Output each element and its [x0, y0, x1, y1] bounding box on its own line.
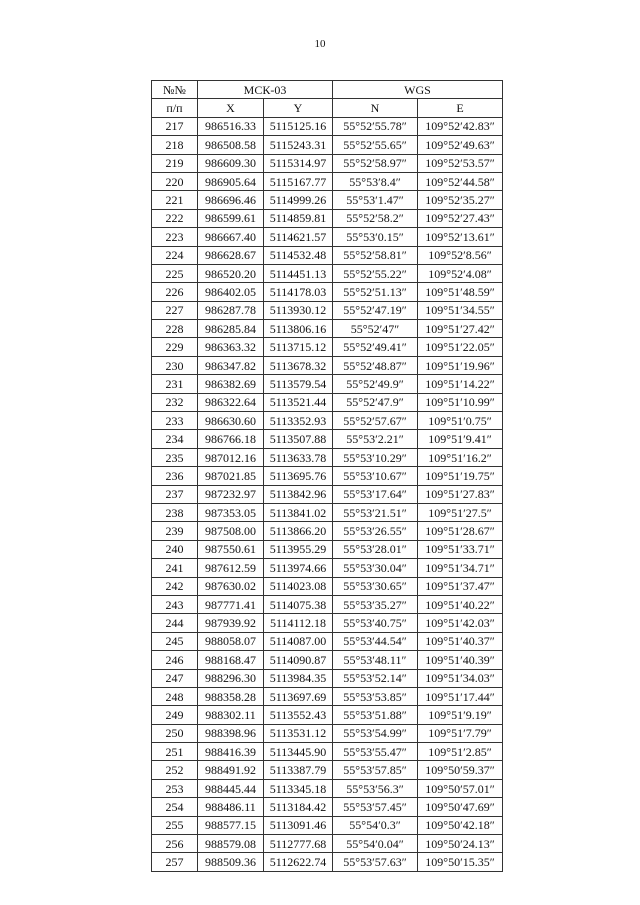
cell-n: 55°53′21.51″ — [333, 503, 418, 521]
table-row — [152, 264, 503, 282]
cell-x: 986599.61 — [198, 209, 264, 227]
table-row — [152, 724, 503, 742]
cell-e: 109°51′22.05″ — [418, 338, 503, 356]
cell-y: 5112777.68 — [264, 835, 333, 853]
cell-x: 986287.78 — [198, 301, 264, 319]
cell-x: 986766.18 — [198, 430, 264, 448]
cell-y: 5113633.78 — [264, 448, 333, 466]
cell-n: 55°53′57.45″ — [333, 798, 418, 816]
table-row — [152, 191, 503, 209]
cell-number: 252 — [152, 761, 198, 779]
cell-e: 109°50′42.18″ — [418, 816, 503, 834]
cell-e: 109°50′57.01″ — [418, 779, 503, 797]
cell-y: 5113345.18 — [264, 779, 333, 797]
cell-number: 237 — [152, 485, 198, 503]
cell-e: 109°50′47.69″ — [418, 798, 503, 816]
table-row — [152, 522, 503, 540]
cell-x: 986402.05 — [198, 283, 264, 301]
table-row — [152, 559, 503, 577]
cell-x: 987508.00 — [198, 522, 264, 540]
cell-e: 109°51′7.79″ — [418, 724, 503, 742]
table-row — [152, 614, 503, 632]
cell-n: 55°53′10.67″ — [333, 467, 418, 485]
cell-y: 5113552.43 — [264, 706, 333, 724]
cell-x: 988358.28 — [198, 687, 264, 705]
cell-n: 55°54′0.3″ — [333, 816, 418, 834]
cell-n: 55°53′57.85″ — [333, 761, 418, 779]
cell-n: 55°52′47.19″ — [333, 301, 418, 319]
cell-x: 987232.97 — [198, 485, 264, 503]
header-n: N — [333, 99, 418, 117]
cell-number: 242 — [152, 577, 198, 595]
cell-n: 55°52′58.81″ — [333, 246, 418, 264]
cell-n: 55°53′40.75″ — [333, 614, 418, 632]
cell-e: 109°51′42.03″ — [418, 614, 503, 632]
cell-y: 5113955.29 — [264, 540, 333, 558]
cell-e: 109°51′34.71″ — [418, 559, 503, 577]
cell-y: 5114087.00 — [264, 632, 333, 650]
cell-number: 232 — [152, 393, 198, 411]
table-row — [152, 651, 503, 669]
table-body — [152, 117, 503, 871]
cell-y: 5114023.08 — [264, 577, 333, 595]
cell-y: 5115314.97 — [264, 154, 333, 172]
cell-number: 225 — [152, 264, 198, 282]
header-row-bottom — [152, 99, 503, 117]
cell-number: 244 — [152, 614, 198, 632]
cell-n: 55°52′57.67″ — [333, 412, 418, 430]
cell-n: 55°53′17.64″ — [333, 485, 418, 503]
cell-number: 249 — [152, 706, 198, 724]
cell-y: 5112622.74 — [264, 853, 333, 871]
cell-y: 5113531.12 — [264, 724, 333, 742]
cell-x: 986347.82 — [198, 356, 264, 374]
cell-e: 109°51′40.39″ — [418, 651, 503, 669]
cell-x: 986628.67 — [198, 246, 264, 264]
cell-x: 988509.36 — [198, 853, 264, 871]
table-row — [152, 356, 503, 374]
cell-e: 109°51′19.96″ — [418, 356, 503, 374]
header-wgs-group: WGS — [333, 81, 503, 99]
cell-n: 55°52′49.9″ — [333, 375, 418, 393]
cell-y: 5114090.87 — [264, 651, 333, 669]
header-number: №№ — [152, 81, 198, 99]
table-row — [152, 412, 503, 430]
cell-e: 109°50′15.35″ — [418, 853, 503, 871]
cell-n: 55°52′49.41″ — [333, 338, 418, 356]
cell-number: 226 — [152, 283, 198, 301]
cell-y: 5113507.88 — [264, 430, 333, 448]
cell-e: 109°51′9.41″ — [418, 430, 503, 448]
header-y: Y — [264, 99, 333, 117]
cell-n: 55°53′30.04″ — [333, 559, 418, 577]
cell-n: 55°52′58.97″ — [333, 154, 418, 172]
cell-n: 55°52′58.2″ — [333, 209, 418, 227]
cell-number: 233 — [152, 412, 198, 430]
cell-e: 109°52′53.57″ — [418, 154, 503, 172]
cell-number: 247 — [152, 669, 198, 687]
cell-n: 55°53′56.3″ — [333, 779, 418, 797]
cell-n: 55°52′55.22″ — [333, 264, 418, 282]
page-number: 10 — [314, 38, 326, 50]
cell-y: 5113579.54 — [264, 375, 333, 393]
cell-n: 55°53′48.11″ — [333, 651, 418, 669]
cell-x: 986905.64 — [198, 172, 264, 190]
table-row — [152, 283, 503, 301]
cell-x: 987771.41 — [198, 595, 264, 613]
table-row — [152, 485, 503, 503]
cell-e: 109°51′40.22″ — [418, 595, 503, 613]
cell-y: 5114859.81 — [264, 209, 333, 227]
cell-n: 55°53′35.27″ — [333, 595, 418, 613]
cell-e: 109°51′27.42″ — [418, 320, 503, 338]
cell-x: 988302.11 — [198, 706, 264, 724]
cell-y: 5113521.44 — [264, 393, 333, 411]
cell-n: 55°54′0.04″ — [333, 835, 418, 853]
cell-y: 5114999.26 — [264, 191, 333, 209]
cell-n: 55°53′28.01″ — [333, 540, 418, 558]
cell-number: 248 — [152, 687, 198, 705]
cell-n: 55°53′52.14″ — [333, 669, 418, 687]
cell-number: 245 — [152, 632, 198, 650]
cell-x: 986609.30 — [198, 154, 264, 172]
cell-number: 255 — [152, 816, 198, 834]
cell-number: 229 — [152, 338, 198, 356]
cell-number: 238 — [152, 503, 198, 521]
cell-x: 986667.40 — [198, 228, 264, 246]
cell-x: 988445.44 — [198, 779, 264, 797]
cell-number: 224 — [152, 246, 198, 264]
cell-y: 5113387.79 — [264, 761, 333, 779]
table-row — [152, 430, 503, 448]
coordinates-table — [151, 80, 503, 872]
cell-n: 55°53′8.4″ — [333, 172, 418, 190]
cell-x: 987612.59 — [198, 559, 264, 577]
table-row — [152, 687, 503, 705]
cell-y: 5115243.31 — [264, 136, 333, 154]
table-row — [152, 743, 503, 761]
cell-number: 254 — [152, 798, 198, 816]
cell-e: 109°51′27.5″ — [418, 503, 503, 521]
cell-y: 5113841.02 — [264, 503, 333, 521]
table-row — [152, 467, 503, 485]
table-row — [152, 448, 503, 466]
cell-x: 986508.58 — [198, 136, 264, 154]
cell-y: 5113842.96 — [264, 485, 333, 503]
cell-y: 5114532.48 — [264, 246, 333, 264]
cell-x: 986520.20 — [198, 264, 264, 282]
cell-n: 55°53′53.85″ — [333, 687, 418, 705]
table-row — [152, 835, 503, 853]
cell-e: 109°51′37.47″ — [418, 577, 503, 595]
cell-x: 987012.16 — [198, 448, 264, 466]
cell-number: 246 — [152, 651, 198, 669]
cell-x: 988486.11 — [198, 798, 264, 816]
cell-e: 109°51′28.67″ — [418, 522, 503, 540]
table-row — [152, 393, 503, 411]
cell-e: 109°51′9.19″ — [418, 706, 503, 724]
cell-e: 109°52′49.63″ — [418, 136, 503, 154]
cell-x: 988579.08 — [198, 835, 264, 853]
cell-e: 109°52′8.56″ — [418, 246, 503, 264]
cell-number: 256 — [152, 835, 198, 853]
table-row — [152, 779, 503, 797]
cell-number: 240 — [152, 540, 198, 558]
cell-n: 55°53′1.47″ — [333, 191, 418, 209]
cell-y: 5113930.12 — [264, 301, 333, 319]
cell-e: 109°52′44.58″ — [418, 172, 503, 190]
cell-x: 988416.39 — [198, 743, 264, 761]
header-index: п/п — [152, 99, 198, 117]
header-row-top — [152, 81, 503, 99]
cell-e: 109°50′24.13″ — [418, 835, 503, 853]
cell-y: 5113184.42 — [264, 798, 333, 816]
table-row — [152, 246, 503, 264]
cell-e: 109°51′14.22″ — [418, 375, 503, 393]
cell-e: 109°50′59.37″ — [418, 761, 503, 779]
cell-e: 109°51′17.44″ — [418, 687, 503, 705]
cell-number: 234 — [152, 430, 198, 448]
cell-n: 55°53′51.88″ — [333, 706, 418, 724]
cell-y: 5113697.69 — [264, 687, 333, 705]
cell-e: 109°51′10.99″ — [418, 393, 503, 411]
cell-y: 5114178.03 — [264, 283, 333, 301]
table-row — [152, 228, 503, 246]
cell-n: 55°52′55.78″ — [333, 117, 418, 135]
table-row — [152, 172, 503, 190]
cell-y: 5113352.93 — [264, 412, 333, 430]
cell-y: 5114075.38 — [264, 595, 333, 613]
cell-n: 55°53′2.21″ — [333, 430, 418, 448]
table-row — [152, 209, 503, 227]
cell-number: 235 — [152, 448, 198, 466]
cell-number: 222 — [152, 209, 198, 227]
cell-number: 243 — [152, 595, 198, 613]
table-row — [152, 595, 503, 613]
cell-n: 55°53′54.99″ — [333, 724, 418, 742]
cell-n: 55°52′51.13″ — [333, 283, 418, 301]
cell-n: 55°53′30.65″ — [333, 577, 418, 595]
cell-x: 986322.64 — [198, 393, 264, 411]
cell-e: 109°52′42.83″ — [418, 117, 503, 135]
cell-e: 109°52′27.43″ — [418, 209, 503, 227]
cell-number: 223 — [152, 228, 198, 246]
cell-n: 55°52′47″ — [333, 320, 418, 338]
cell-number: 231 — [152, 375, 198, 393]
cell-x: 987630.02 — [198, 577, 264, 595]
table-row — [152, 338, 503, 356]
cell-y: 5114451.13 — [264, 264, 333, 282]
cell-number: 236 — [152, 467, 198, 485]
cell-y: 5113715.12 — [264, 338, 333, 356]
table-row — [152, 669, 503, 687]
cell-number: 227 — [152, 301, 198, 319]
cell-number: 257 — [152, 853, 198, 871]
cell-e: 109°51′40.37″ — [418, 632, 503, 650]
cell-e: 109°51′27.83″ — [418, 485, 503, 503]
cell-y: 5113695.76 — [264, 467, 333, 485]
table-row — [152, 154, 503, 172]
cell-e: 109°51′2.85″ — [418, 743, 503, 761]
cell-e: 109°52′35.27″ — [418, 191, 503, 209]
cell-y: 5113091.46 — [264, 816, 333, 834]
cell-x: 986363.32 — [198, 338, 264, 356]
cell-x: 986630.60 — [198, 412, 264, 430]
cell-e: 109°52′13.61″ — [418, 228, 503, 246]
cell-x: 988296.30 — [198, 669, 264, 687]
cell-x: 988398.96 — [198, 724, 264, 742]
cell-number: 219 — [152, 154, 198, 172]
header-e: E — [418, 99, 503, 117]
cell-e: 109°51′19.75″ — [418, 467, 503, 485]
cell-n: 55°52′48.87″ — [333, 356, 418, 374]
table-row — [152, 503, 503, 521]
table-row — [152, 577, 503, 595]
cell-e: 109°51′34.55″ — [418, 301, 503, 319]
cell-x: 986285.84 — [198, 320, 264, 338]
table-row — [152, 706, 503, 724]
cell-y: 5114621.57 — [264, 228, 333, 246]
header-x: X — [198, 99, 264, 117]
cell-number: 251 — [152, 743, 198, 761]
table-row — [152, 816, 503, 834]
cell-number: 230 — [152, 356, 198, 374]
cell-e: 109°51′33.71″ — [418, 540, 503, 558]
cell-e: 109°51′48.59″ — [418, 283, 503, 301]
cell-y: 5115167.77 — [264, 172, 333, 190]
cell-y: 5114112.18 — [264, 614, 333, 632]
cell-y: 5115125.16 — [264, 117, 333, 135]
cell-y: 5113866.20 — [264, 522, 333, 540]
cell-x: 988577.15 — [198, 816, 264, 834]
cell-e: 109°51′0.75″ — [418, 412, 503, 430]
table-row — [152, 117, 503, 135]
table-row — [152, 301, 503, 319]
cell-x: 986516.33 — [198, 117, 264, 135]
table-row — [152, 761, 503, 779]
cell-x: 987021.85 — [198, 467, 264, 485]
cell-number: 250 — [152, 724, 198, 742]
header-msk-group: МСК-03 — [198, 81, 333, 99]
cell-number: 220 — [152, 172, 198, 190]
cell-y: 5113984.35 — [264, 669, 333, 687]
cell-e: 109°51′34.03″ — [418, 669, 503, 687]
cell-x: 987353.05 — [198, 503, 264, 521]
cell-x: 986382.69 — [198, 375, 264, 393]
cell-y: 5113974.66 — [264, 559, 333, 577]
table-row — [152, 136, 503, 154]
cell-x: 987550.61 — [198, 540, 264, 558]
cell-x: 988491.92 — [198, 761, 264, 779]
cell-number: 218 — [152, 136, 198, 154]
cell-number: 221 — [152, 191, 198, 209]
table-row — [152, 320, 503, 338]
cell-x: 988058.07 — [198, 632, 264, 650]
table-row — [152, 375, 503, 393]
cell-n: 55°53′26.55″ — [333, 522, 418, 540]
table-row — [152, 798, 503, 816]
cell-e: 109°52′4.08″ — [418, 264, 503, 282]
cell-x: 987939.92 — [198, 614, 264, 632]
cell-x: 986696.46 — [198, 191, 264, 209]
table-row — [152, 632, 503, 650]
cell-y: 5113678.32 — [264, 356, 333, 374]
cell-n: 55°53′44.54″ — [333, 632, 418, 650]
cell-y: 5113445.90 — [264, 743, 333, 761]
table-row — [152, 853, 503, 871]
cell-number: 239 — [152, 522, 198, 540]
cell-n: 55°52′47.9″ — [333, 393, 418, 411]
cell-n: 55°53′55.47″ — [333, 743, 418, 761]
cell-number: 228 — [152, 320, 198, 338]
cell-n: 55°53′57.63″ — [333, 853, 418, 871]
table-row — [152, 540, 503, 558]
cell-number: 217 — [152, 117, 198, 135]
cell-n: 55°52′55.65″ — [333, 136, 418, 154]
cell-x: 988168.47 — [198, 651, 264, 669]
cell-number: 241 — [152, 559, 198, 577]
cell-n: 55°53′0.15″ — [333, 228, 418, 246]
cell-y: 5113806.16 — [264, 320, 333, 338]
cell-e: 109°51′16.2″ — [418, 448, 503, 466]
cell-n: 55°53′10.29″ — [333, 448, 418, 466]
cell-number: 253 — [152, 779, 198, 797]
